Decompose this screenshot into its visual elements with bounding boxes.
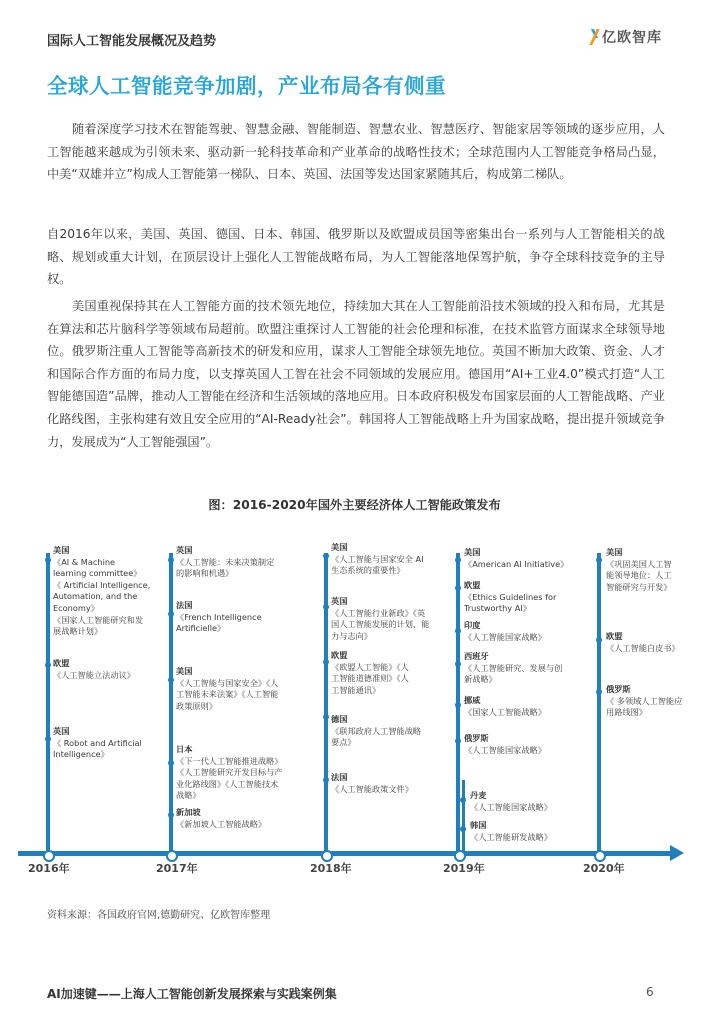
arrow-right-icon	[670, 845, 684, 861]
marker-dot	[168, 611, 174, 617]
entry-country: 韩国	[470, 820, 487, 830]
entry-policy: 《人工智能与国家安全 AI 生态系统的重要性》	[331, 553, 424, 576]
entry-policy: 《人工智能研发战略》	[470, 831, 552, 842]
policy-entry	[331, 714, 455, 749]
entry-country: 德国	[331, 714, 348, 724]
marker-dot	[455, 557, 461, 563]
entry-policy: 《Ethics Guidelines for Trustworthy AI》	[464, 591, 557, 614]
entry-country: 挪威	[464, 695, 481, 705]
entry-country: 欧盟	[53, 658, 70, 668]
marker-dot	[45, 662, 51, 668]
entry-country: 欧盟	[464, 580, 481, 590]
entry-country: 美国	[606, 547, 623, 557]
entry-country: 法国	[176, 600, 193, 610]
timeline-bar-2016	[46, 553, 50, 853]
entry-country: 丹麦	[470, 790, 487, 800]
year-label-2020: 2020年	[583, 862, 625, 875]
policy-entry	[470, 820, 594, 843]
entry-country: 印度	[464, 620, 481, 630]
entry-country: 英国	[53, 726, 70, 736]
entry-policy: 《American AI Initiative》	[464, 558, 569, 569]
entry-policy: 《AI & Machine learning committee》 《 Artificial Intelligence, Automation, and the Economy》 《国家人工智能研究和发 展战略计划》	[53, 556, 151, 637]
section-title: 全球人工智能竞争加剧，产业布局各有侧重	[47, 74, 446, 98]
marker-dot	[45, 736, 51, 742]
policy-entry	[464, 733, 594, 756]
entry-country: 美国	[331, 542, 348, 552]
logo-text: 亿欧智库	[602, 30, 662, 46]
policy-entry	[176, 807, 321, 830]
paragraph-1: 随着深度学习技术在智能驾驶、智慧金融、智能制造、智慧农业、智慧医疗、智能家居等领域的逐步应用，人工智能越来越成为引领未来、驱动新一轮科技革命和产业革命的战略性技术；全球范围内人工智能竞争格局凸显，中美“双雄并立”构成人工智能第一梯队、日本、英国、法国等发达国家紧随其后，构成第二梯队。	[47, 122, 665, 182]
entry-policy: 《人工智能国家战略》	[470, 801, 552, 812]
marker-dot	[596, 557, 602, 563]
entry-policy: 《人工智能与国家安全》《人 工智能未来法案》《人工智能 政策原则》	[176, 677, 279, 711]
entry-policy: 《 多领域人工智能应 用路线图》	[606, 695, 683, 718]
policy-entry	[53, 658, 168, 681]
entry-country: 欧盟	[331, 650, 348, 660]
entry-country: 俄罗斯	[464, 733, 489, 743]
entry-country: 西班牙	[464, 651, 489, 661]
year-label-2018: 2018年	[310, 862, 352, 875]
marker-dot	[168, 812, 174, 818]
paragraph-2: 自2016年以来，美国、英国、德国、日本、韩国、俄罗斯以及欧盟成员国等密集出台一系列与人工智能相关的战略、规划或重大计划，在顶层设计上强化人工智能战略布局，为人工智能落地保驾护航，争夺全球科技竞争的主导权。	[47, 227, 665, 287]
timeline-bar-2019b	[462, 780, 465, 853]
policy-entry	[464, 695, 594, 718]
policy-entry	[464, 651, 594, 686]
timeline-axis	[18, 851, 674, 856]
entry-policy: 《下一代人工智能推进战略》 《人工智能研究开发目标与产 业化路线图》《人工智能技术 战略》	[176, 755, 283, 801]
policy-entry	[606, 684, 702, 719]
marker-dot	[455, 661, 461, 667]
policy-entry	[464, 580, 594, 615]
marker-dot	[168, 760, 174, 766]
header-title: 国际人工智能发展概况及趋势	[47, 34, 217, 49]
policy-entry	[464, 547, 594, 570]
timeline-bar-2020	[597, 553, 601, 853]
footer-title: AI加速键——上海人工智能创新发展探索与实践案例集	[47, 987, 337, 1001]
policy-entry	[331, 772, 455, 795]
year-label-2016: 2016年	[28, 862, 70, 875]
entry-country: 英国	[331, 596, 348, 606]
policy-entry	[331, 596, 455, 642]
policy-entry	[53, 545, 168, 638]
marker-dot	[455, 628, 461, 634]
entry-policy: 《联邦政府人工智能战略 要点》	[331, 725, 422, 748]
entry-policy: 《人工智能国家战略》	[464, 631, 546, 642]
entry-policy: 《国家人工智能战略》	[464, 706, 546, 717]
entry-country: 日本	[176, 744, 193, 754]
marker-dot	[323, 604, 329, 610]
marker-dot	[323, 777, 329, 783]
paragraph-3: 美国重视保持其在人工智能方面的技术领先地位，持续加大其在人工智能前沿技术领域的投入和布局，尤其是在算法和芯片脑科学等领域布局超前。欧盟注重探讨人工智能的社会伦理和标准，在技术监管方面谋求全球领导地位。俄罗斯注重人工智能等高新技术的研发和应用，谋求人工智能全球领先地位。英国不断加大政策、资金、人才和国际合作方面的布局力度，以支撑英国人工智在社会不同领域的发展应用。德国用“AI+工业4.0”模式打造“人工智能德国造”品牌，推动人工智能在经济和生活领域的落地应用。日本政府积极发布国家层面的人工智能战略、产业化路线图，主张构建有效且安全应用的“AI-Ready社会”。韩国将人工智能战略上升为国家战略，提出提升领域竞争力，发展成为“人工智能强国”。	[47, 299, 665, 449]
figure-title: 图：2016-2020年国外主要经济体人工智能政策发布	[208, 498, 501, 512]
entry-policy: 《人工智能：未来决策制定 的影响和机遇》	[176, 556, 275, 579]
entry-country: 美国	[53, 545, 70, 555]
marker-dot	[455, 702, 461, 708]
timeline-bar-2017	[169, 553, 173, 853]
policy-entry	[176, 666, 321, 712]
entry-country: 欧盟	[606, 631, 623, 641]
entry-policy: 《 Robot and Artificial Intelligence》	[53, 737, 142, 760]
entry-policy: 《人工智能行业新政》《英 国人工智能发展的计划、能 力与志向》	[331, 607, 430, 641]
marker-dot	[460, 797, 466, 803]
year-label-2017: 2017年	[156, 862, 198, 875]
entry-policy: 《新加坡人工智能战略》	[176, 818, 267, 829]
entry-policy: 《人工智能立法动议》	[53, 669, 135, 680]
entry-country: 美国	[464, 547, 481, 557]
entry-country: 新加坡	[176, 807, 201, 817]
entry-country: 美国	[176, 666, 193, 676]
page-number: 6	[646, 985, 654, 999]
entry-policy: 《French Intelligence Artificielle》	[176, 611, 262, 634]
marker-dot	[455, 738, 461, 744]
marker-dot	[460, 826, 466, 832]
policy-entry	[470, 790, 594, 813]
entry-policy: 《人工智能政策文件》	[331, 783, 413, 794]
entry-country: 英国	[176, 545, 193, 555]
marker-dot	[168, 677, 174, 683]
entry-policy: 《人工智能研究、发展与创 新战略》	[464, 662, 563, 685]
entry-policy: 《欧盟人工智能》《人 工智能道德准则》《人 工智能通讯》	[331, 661, 409, 695]
year-label-2019: 2019年	[443, 862, 485, 875]
timeline-bar-2018	[324, 553, 328, 853]
policy-entry	[606, 547, 702, 593]
entry-policy: 《巩固美国人工智 能领导地位：人工 智能研究与开发》	[606, 558, 672, 592]
marker-dot	[596, 689, 602, 695]
policy-entry	[53, 726, 168, 761]
policy-entry	[606, 631, 702, 654]
entry-country: 法国	[331, 772, 348, 782]
marker-dot	[45, 557, 51, 563]
marker-dot	[323, 659, 329, 665]
marker-dot	[323, 714, 329, 720]
policy-entry	[176, 744, 321, 802]
policy-entry	[331, 650, 455, 696]
policy-entry	[464, 620, 594, 643]
policy-entry	[331, 542, 455, 577]
marker-dot	[596, 637, 602, 643]
entry-policy: 《人工智能白皮书》	[606, 642, 680, 653]
marker-dot	[168, 557, 174, 563]
policy-entry	[176, 545, 321, 580]
marker-dot	[323, 553, 329, 559]
source-note: 资料来源：各国政府官网,德勤研究、亿欧智库整理	[47, 910, 271, 921]
entry-country: 俄罗斯	[606, 684, 631, 694]
policy-entry	[176, 600, 321, 635]
marker-dot	[455, 585, 461, 591]
entry-policy: 《人工智能国家战略》	[464, 744, 546, 755]
